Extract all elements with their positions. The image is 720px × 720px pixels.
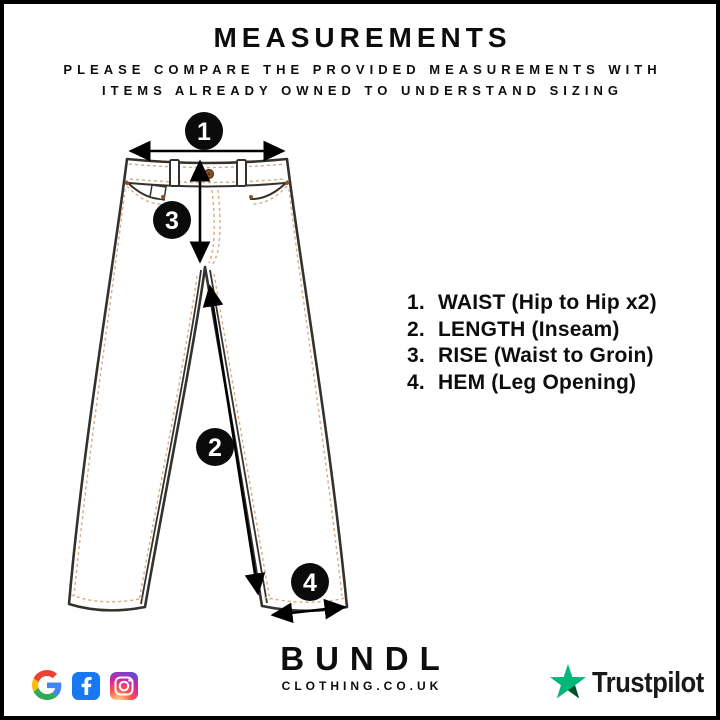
- subtitle-line-2: ITEMS ALREADY OWNED TO UNDERSTAND SIZING: [102, 83, 623, 98]
- legend-item-label: RISE (Waist to Groin): [438, 344, 654, 367]
- trustpilot-badge[interactable]: [549, 664, 719, 702]
- trustpilot-wordmark: Trustpilot: [592, 666, 704, 699]
- jeans-outline: [69, 159, 347, 611]
- legend-item-hem: [407, 371, 657, 398]
- page-title: MEASUREMENTS: [213, 22, 512, 53]
- belt-loop-right: [237, 160, 246, 186]
- legend-item-number: 4.: [407, 370, 425, 394]
- brand-domain: CLOTHING.CO.UK: [281, 679, 443, 693]
- legend-item-label: LENGTH (Inseam): [438, 317, 620, 341]
- legend-item-number: 3.: [407, 344, 425, 367]
- measurement-legend: [407, 291, 657, 397]
- subtitle-line-1: PLEASE COMPARE THE PROVIDED MEASUREMENTS WITH: [63, 62, 662, 77]
- legend-item-number: 2.: [407, 317, 425, 341]
- jeans-diagram: [44, 104, 374, 634]
- marker-3-label: 3: [165, 207, 179, 235]
- marker-4-label: 4: [303, 569, 317, 597]
- marker-2-label: 2: [208, 434, 222, 462]
- legend-item-label: HEM (Leg Opening): [438, 370, 637, 394]
- marker-1: [185, 112, 223, 150]
- legend-item-length: [407, 318, 657, 345]
- legend-item-number: 1.: [407, 291, 425, 314]
- brand-name: BUNDL: [280, 640, 451, 677]
- legend-item-rise: [407, 344, 657, 371]
- legend-item-label: WAIST (Hip to Hip x2): [438, 291, 657, 314]
- marker-2: [196, 428, 234, 466]
- marker-3: [153, 201, 191, 239]
- trustpilot-star-icon: [549, 664, 587, 702]
- legend-item-waist: [407, 291, 657, 318]
- marker-4: [291, 563, 329, 601]
- marker-1-label: 1: [197, 118, 211, 146]
- belt-loop-left: [170, 160, 179, 186]
